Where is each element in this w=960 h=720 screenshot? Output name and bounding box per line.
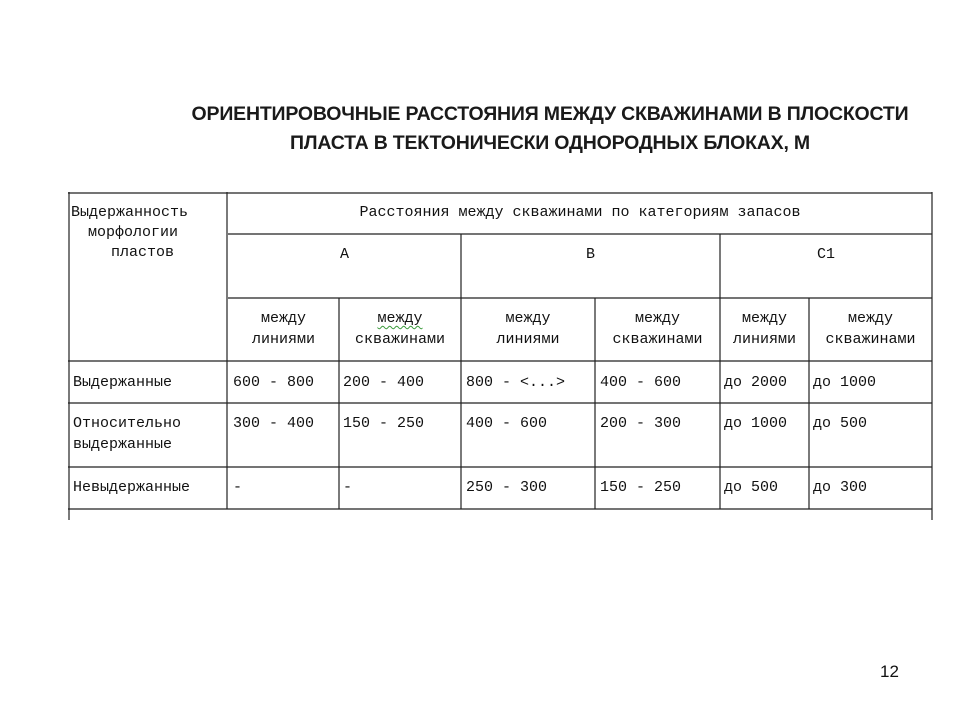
table-row-label: Выдержанные <box>73 374 173 391</box>
group-header: Расстояния между скважинами по категориям запасов <box>359 204 801 221</box>
subheader-b-lines: между линиями <box>496 310 560 348</box>
table-grid-lines <box>68 192 934 520</box>
table-cell: до 300 <box>813 479 868 496</box>
table-cell: 150 - 250 <box>600 479 682 496</box>
table-cell: до 1000 <box>724 415 788 432</box>
category-c1: С1 <box>816 246 835 263</box>
table-row-label: Относительно выдержанные <box>73 415 182 453</box>
table-cell: 400 - 600 <box>600 374 682 391</box>
distance-table <box>68 192 934 520</box>
subheader-b-wells: между скважинами <box>612 310 703 348</box>
table-cell: до 500 <box>724 479 779 496</box>
subheader-a-lines: между линиями <box>251 310 315 348</box>
page-number: 12 <box>880 662 899 681</box>
subheader-c1-lines: между линиями <box>732 310 796 348</box>
table-cell: 200 - 400 <box>343 374 425 391</box>
slide-title <box>140 100 960 158</box>
slide-title-line-1: ОРИЕНТИРОВОЧНЫЕ РАССТОЯНИЯ МЕЖДУ СКВАЖИНАМИ В ПЛОСКОСТИ <box>191 103 909 125</box>
table-cell: до 1000 <box>813 374 877 391</box>
row-header-label: Выдержанность морфологии пластов <box>71 204 189 261</box>
table-cell: 150 - 250 <box>343 415 425 432</box>
table-cell: до 500 <box>813 415 868 432</box>
table-cell: 800 - <...> <box>466 374 566 391</box>
category-b: В <box>585 246 595 263</box>
table-cell: 300 - 400 <box>233 415 315 432</box>
table-cell: 250 - 300 <box>466 479 548 496</box>
table-cell: 200 - 300 <box>600 415 682 432</box>
table-row-label: Невыдержанные <box>73 479 191 496</box>
table-cell: до 2000 <box>724 374 788 391</box>
subheader-a-wells: между скважинами <box>354 310 445 348</box>
table-cell: 400 - 600 <box>466 415 548 432</box>
table-cell: 600 - 800 <box>233 374 315 391</box>
category-a: А <box>339 246 349 263</box>
table-cell: - <box>233 479 243 496</box>
slide-title-line-2: ПЛАСТА В ТЕКТОНИЧЕСКИ ОДНОРОДНЫХ БЛОКАХ, М <box>290 132 810 154</box>
subheader-c1-wells: между скважинами <box>825 310 916 348</box>
table-cell: - <box>343 479 353 496</box>
